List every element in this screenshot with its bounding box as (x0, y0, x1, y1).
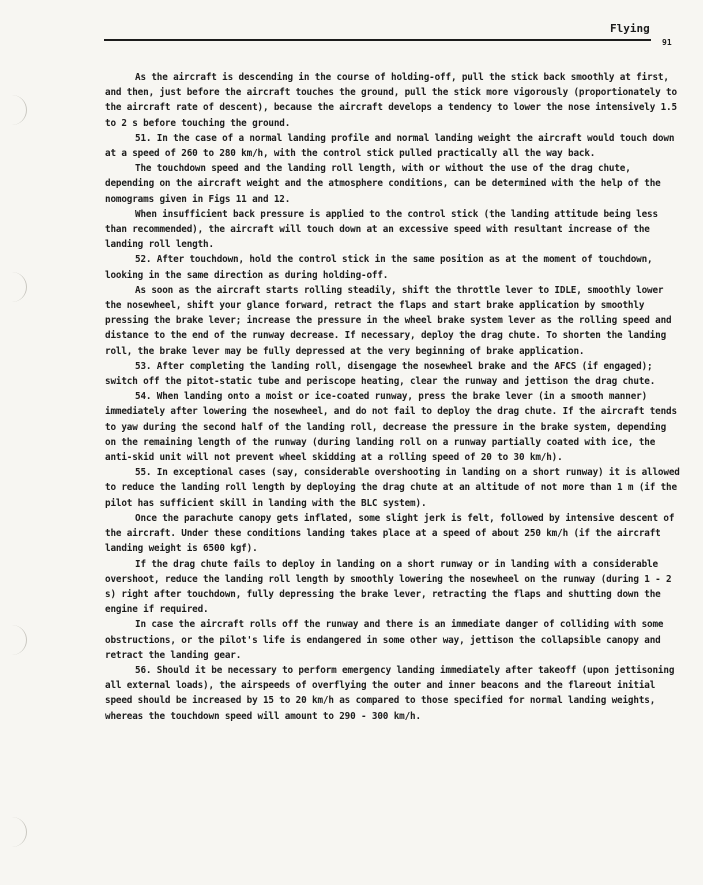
page-number: 91 (662, 38, 672, 47)
header-rule (104, 39, 651, 41)
paragraph-touchdown-speed: The touchdown speed and the landing roll length, with or without the use of the drag chute, depending on the aircraft weight and the atmosphere conditions, can be determined with the help of the nomograms given in Figs 11 and 12. (105, 163, 661, 205)
paragraph-parachute-canopy: Once the parachute canopy gets inflated, some slight jerk is felt, followed by intensive descent of the aircraft. Under these conditions landing takes place at a speed of about 250 km/h (if the aircraft landing weight is 6500 kgf). (105, 512, 675, 555)
paragraph-54: 54. When landing onto a moist or ice-coated runway, press the brake lever (in a smooth manner) immediately after lowering the nosewheel, and do not fail to deploy the drag chute. If the aircraft tends to yaw during the second half of the landing roll, decrease the pressure in the brake system, depending on the remaining length of the runway (during landing roll on a runway partially coated with ice, the anti-skid unit will not prevent wheel skidding at a rolling speed of 20 to 30 km/h). (105, 391, 677, 464)
paragraph-holding-off: As the aircraft is descending in the course of holding-off, pull the stick back smoothly at first, and then, just before the aircraft touches the ground, pull the stick more vigorously (proportionately to the aircraft rate of descent), because the aircraft develops a tendency to lower the nose intensively 1.5 to 2 s before touching the ground. (105, 72, 677, 129)
binder-hole-mark (0, 272, 27, 302)
paragraph-53: 53. After completing the landing roll, disengage the nosewheel brake and the AFCS (if engaged); switch off the pitot-static tube and periscope heating, clear the runway and jettison the drag chute. (105, 360, 656, 388)
section-title: Flying (610, 22, 650, 35)
body-text (105, 70, 682, 724)
binder-hole-mark (0, 817, 27, 847)
paragraph-51: 51. In the case of a normal landing profile and normal landing weight the aircraft would touch down at a speed of 260 to 280 km/h, with the control stick pulled practically all the way back. (105, 132, 675, 160)
binder-hole-mark (0, 95, 27, 125)
paragraph-52: 52. After touchdown, hold the control stick in the same position as at the moment of touchdown, looking in the same direction as during holding-off. (105, 254, 653, 281)
paragraph-rolls-off-runway: In case the aircraft rolls off the runway and there is an immediate danger of colliding with some obstructions, or the pilot's life is endangered in some other way, jettison the collapsible canopy and retract the landing gear. (105, 619, 664, 661)
paragraph-drag-chute-fails: If the drag chute fails to deploy in landing on a short runway or in landing with a considerable overshoot, reduce the landing roll length by smoothly lowering the nosewheel on the runway (during 1 - 2 s) right after touchdown, fully depressing the brake lever, retracting the flaps and shutting down the engine if required. (105, 558, 672, 616)
paragraph-insufficient-pressure: When insufficient back pressure is applied to the control stick (the landing attitude being less than recommended), the aircraft will touch down at an excessive speed with resultant increase of the landing roll length. (105, 208, 658, 251)
binder-hole-mark (0, 625, 27, 655)
paragraph-56: 56. Should it be necessary to perform emergency landing immediately after takeoff (upon jettisoning all external loads), the airspeeds of overflying the outer and inner beacons and the flareout initial speed should be increased by 15 to 20 km/h as compared to those specified for normal landing weights, whereas the touchdown speed will amount to 290 - 300 km/h. (105, 664, 675, 722)
paragraph-55: 55. In exceptional cases (say, considerable overshooting in landing on a short runway) it is allowed to reduce the landing roll length by deploying the drag chute at an altitude of not more than 1 m (if the pilot has sufficient skill in landing with the BLC system). (105, 467, 680, 509)
paragraph-rolling-steadily: As soon as the aircraft starts rolling steadily, shift the throttle lever to IDLE, smoothly lower the nosewheel, shift your glance forward, retract the flaps and start brake application by smoothly pressing the brake lever; increase the pressure in the wheel brake system lever as the rolling speed and distance to the end of the runway decrease. If necessary, deploy the drag chute. To shorten the landing roll, the brake lever may be fully depressed at the very beginning of brake application. (105, 284, 672, 357)
